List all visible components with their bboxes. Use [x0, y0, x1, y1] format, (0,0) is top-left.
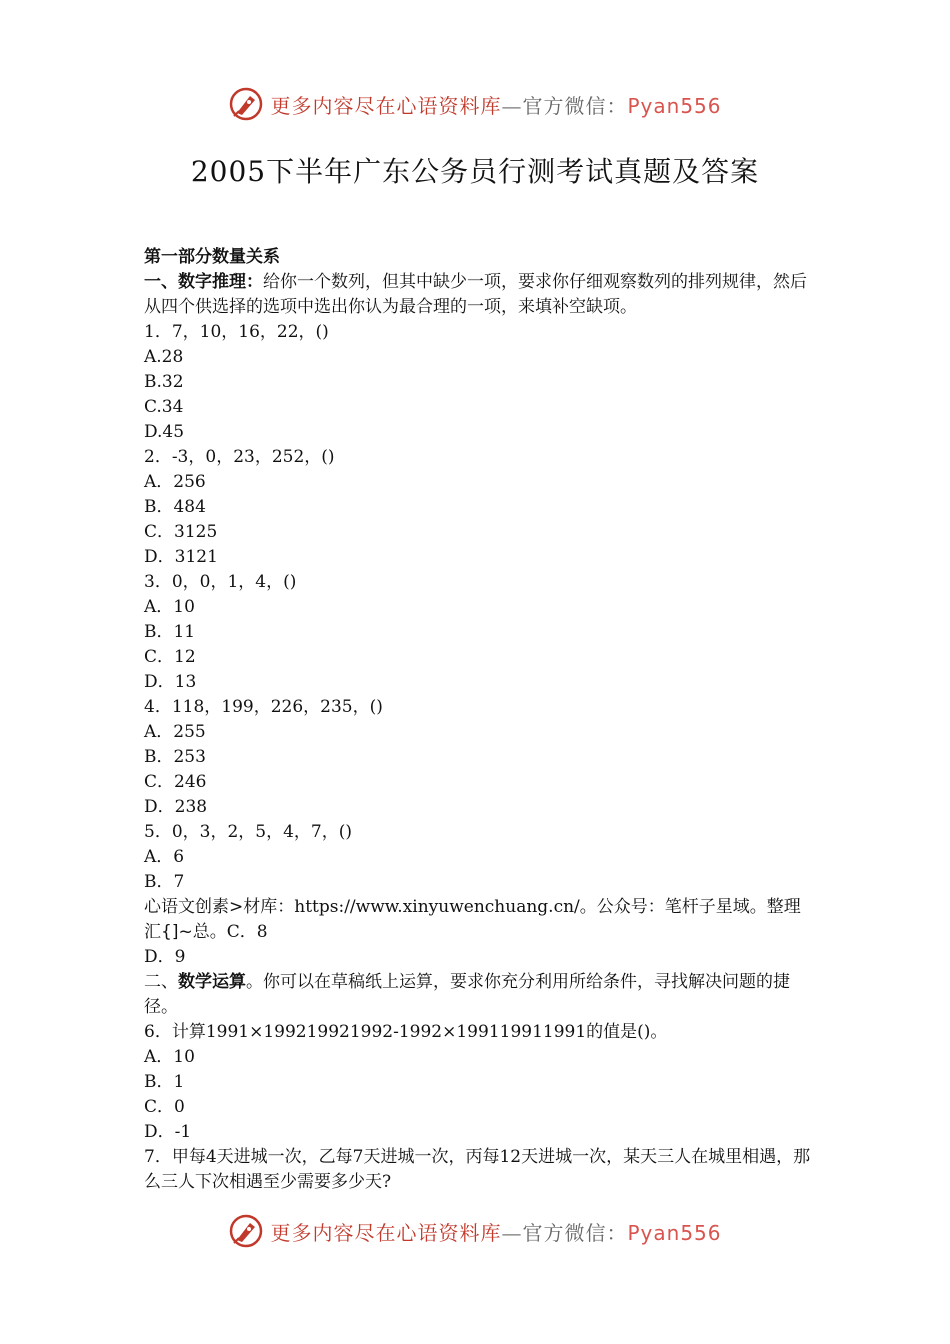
- q5-stem: 5．0，3，2，5，4，7，(): [144, 822, 352, 842]
- document-title: 2005下半年广东公务员行测考试真题及答案: [190, 155, 760, 188]
- part-heading: 第一部分数量关系: [144, 247, 280, 267]
- notice-url: https://www.xinyuwenchuang.cn/: [294, 897, 580, 917]
- q5-option-a: A．6: [144, 847, 185, 867]
- notice-prefix: 心语文创素>材库：: [144, 897, 295, 917]
- section1-num: 一、: [144, 272, 178, 292]
- q1-option-b: B.32: [144, 372, 184, 392]
- q2-option-c: C．3125: [144, 522, 218, 542]
- banner-wechat-label: 官方微信：: [522, 1220, 628, 1245]
- q6-option-d: D．-1: [144, 1122, 192, 1142]
- banner-prefix: 更多内容尽在心语资料库: [270, 93, 502, 118]
- pen-nib-logo-icon: [228, 86, 264, 122]
- banner-text: [270, 1217, 721, 1246]
- section1-intro: [144, 270, 812, 320]
- section1-label: 数字推理：: [178, 272, 263, 292]
- section2-label: 数学运算: [178, 972, 246, 992]
- q2-stem: 2．-3，0，23，252，(): [144, 447, 335, 467]
- banner-dash: —: [501, 1220, 523, 1245]
- section2-text: 。你可以在草稿纸上运算，要求你充分利用所给条件，寻找解决问题的捷径。: [144, 972, 790, 1017]
- banner-wechat-label: 官方微信：: [522, 93, 628, 118]
- q6-option-b: B．1: [144, 1072, 185, 1092]
- section2-num: 二、: [144, 972, 178, 992]
- q5-option-d: D．9: [144, 947, 186, 967]
- q6-option-a: A．10: [144, 1047, 195, 1067]
- q1-option-c: C.34: [144, 397, 184, 417]
- header-banner: [0, 84, 950, 124]
- section1-text: 给你一个数列，但其中缺少一项，要求你仔细观察数列的排列规律，然后从四个供选择的选项中选出你认为最合理的一项，来填补空缺项。: [144, 272, 807, 317]
- q1-option-a: A.28: [144, 347, 184, 367]
- q3-option-a: A．10: [144, 597, 195, 617]
- banner-handle: Pyan556: [627, 93, 722, 118]
- document-body: [144, 245, 812, 1195]
- q2-option-a: A．256: [144, 472, 206, 492]
- q4-option-a: A．255: [144, 722, 206, 742]
- watermark-notice: [144, 895, 812, 945]
- q4-option-b: B．253: [144, 747, 206, 767]
- q1-stem: 1．7，10，16，22，(): [144, 322, 329, 342]
- q4-stem: 4．118，199，226，235，(): [144, 697, 383, 717]
- q1-option-d: D.45: [144, 422, 185, 442]
- banner-dash: —: [501, 93, 523, 118]
- q3-option-b: B．11: [144, 622, 196, 642]
- banner-prefix: 更多内容尽在心语资料库: [270, 1220, 502, 1245]
- q6-option-c: C．0: [144, 1097, 185, 1117]
- q7-stem: 7．甲每4天进城一次，乙每7天进城一次，丙每12天进城一次，某天三人在城里相遇，那么三人下次相遇至少需要多少天?: [144, 1147, 811, 1192]
- section2-intro: [144, 970, 812, 1020]
- q3-option-d: D．13: [144, 672, 197, 692]
- q5-option-c: C．8: [226, 922, 268, 942]
- q4-option-c: C．246: [144, 772, 207, 792]
- q2-option-b: B．484: [144, 497, 206, 517]
- pen-nib-logo-icon: [228, 1213, 264, 1249]
- banner-text: [270, 90, 721, 119]
- notice-suffix: 。公众号：笔杆子星域。整理汇{]~总。: [144, 897, 801, 942]
- q4-option-d: D．238: [144, 797, 208, 817]
- q2-option-d: D．3121: [144, 547, 218, 567]
- q3-stem: 3．0，0，1，4，(): [144, 572, 297, 592]
- banner-handle: Pyan556: [627, 1220, 722, 1245]
- q5-option-b: B．7: [144, 872, 185, 892]
- q6-stem: 6．计算1991×199219921992-1992×199119911991的值是()。: [144, 1022, 668, 1042]
- footer-banner: [0, 1211, 950, 1251]
- q3-option-c: C．12: [144, 647, 196, 667]
